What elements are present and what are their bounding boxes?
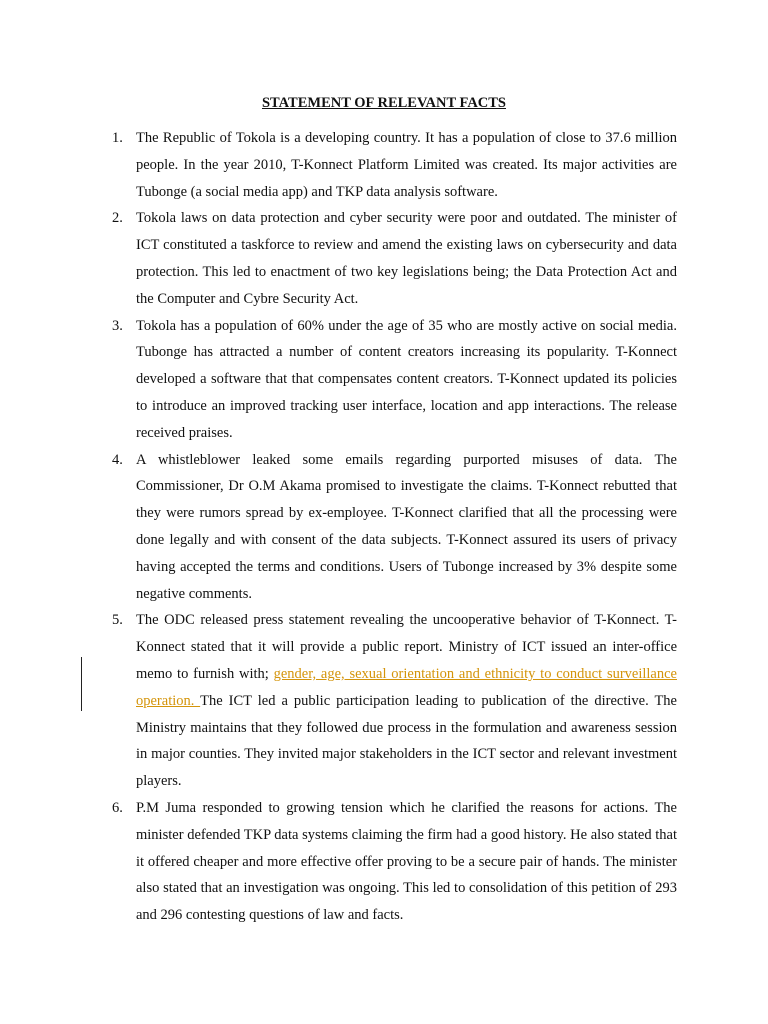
list-item-text: Tokola has a population of 60% under the age of 35 who are mostly active on social media. Tubonge has attracted a number of content creators increasing its popularity. T-Konnect developed a software that that compensates content creators. T-Konnect updated its policies to introduce an improved tracking user interface, location and app interactions. The release received praises. [136, 317, 677, 441]
list-item-number: 3. [112, 317, 123, 334]
list-item-number: 6. [112, 799, 123, 816]
list-item [112, 125, 677, 205]
list-item [112, 795, 677, 929]
list-item-text: P.M Juma responded to growing tension which he clarified the reasons for actions. The minister defended TKP data systems claiming the firm had a good history. He also stated that it offered cheaper and more effective offer proving to be a secure pair of hands. The minister also stated that an investigation was ongoing. This led to consolidation of this petition of 293 and 296 contesting questions of law and facts. [136, 799, 677, 924]
list-item [112, 313, 677, 447]
list-item [112, 205, 677, 312]
list-item-number: 5. [112, 612, 123, 629]
list-item [112, 447, 677, 608]
list-item-text-after: The ICT led a public participation leading to publication of the directive. The Ministry maintains that they followed due process in the formulation and awareness session in major counties. They invited major stakeholders in the ICT sector and relevant investment players. [136, 692, 677, 790]
list-item-text-before: The ODC released press statement revealing the uncooperative behavior of T-Konnect. T-Konnect stated that it will provide a public report. Ministry of ICT issued an inter-office memo to furnish with; [136, 612, 677, 682]
facts-list [112, 125, 677, 929]
list-item-text: The Republic of Tokola is a developing country. It has a population of close to 37.6 million people. In the year 2010, T-Konnect Platform Limited was created. Its major activities are Tubonge (a social media app) and TKP data analysis software. [136, 130, 677, 200]
list-item-text: A whistleblower leaked some emails regarding purported misuses of data. The Commissioner, Dr O.M Akama promised to investigate the claims. T-Konnect rebutted that they were rumors spread by ex-employee. T-Konnect clarified that all the processing were done legally and with consent of the data subjects. T-Konnect assured its users of privacy having accepted the terms and conditions. Users of Tubonge increased by 3% despite some negative comments. [136, 451, 677, 602]
list-item-number: 4. [112, 451, 123, 468]
list-item [112, 607, 677, 795]
page-title: STATEMENT OF RELEVANT FACTS [261, 95, 506, 111]
revision-change-bar [81, 657, 82, 711]
list-item-number: 1. [112, 130, 123, 146]
highlighted-text: gender, age, sexual orientation and ethnicity to conduct surveillance operation. [136, 665, 677, 709]
list-item-number: 2. [112, 210, 123, 227]
list-item-text: Tokola laws on data protection and cyber security were poor and outdated. The minister of ICT constituted a taskforce to review and amend the existing laws on cybersecurity and data protection. This led to enactment of two key legislations being; the Data Protection Act and the Computer and Cybre Security Act. [136, 210, 677, 307]
